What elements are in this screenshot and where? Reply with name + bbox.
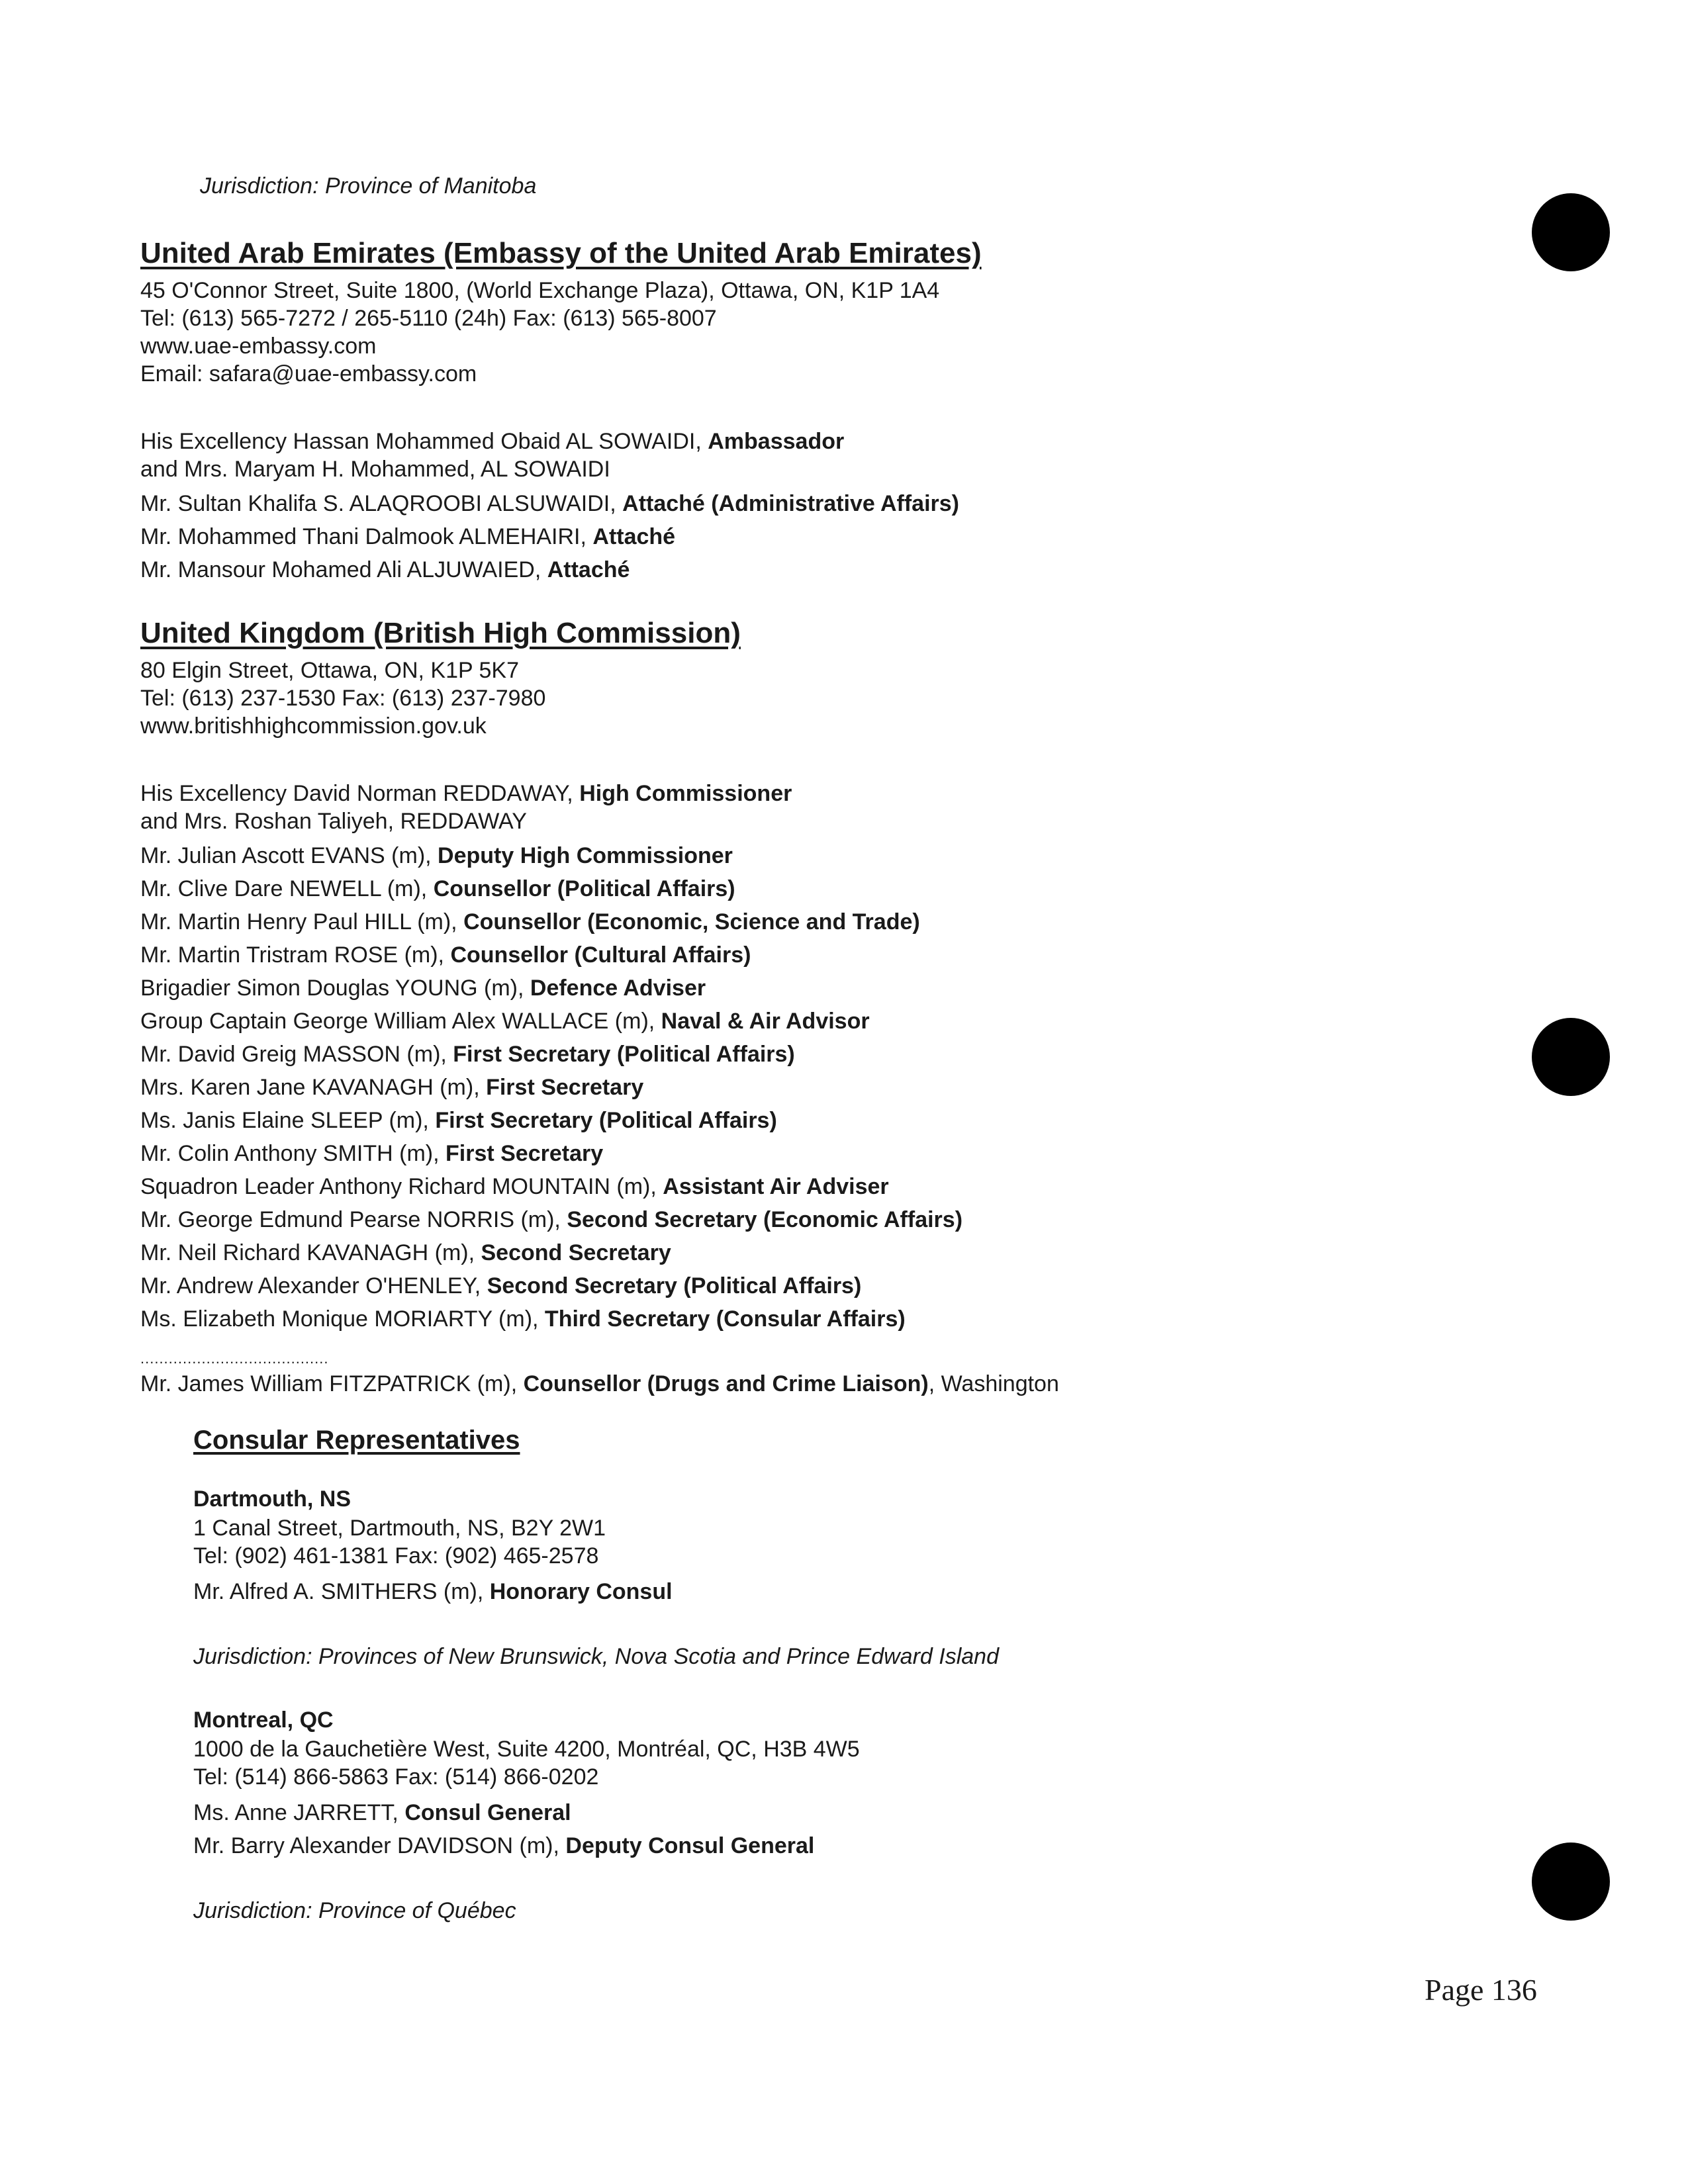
top-jurisdiction: Jurisdiction: Province of Manitoba [200, 173, 537, 199]
person-title: Counsellor (Political Affairs) [433, 876, 735, 901]
uk-phone: Tel: (613) 237-1530 Fax: (613) 237-7980 [140, 686, 546, 711]
uk-person [140, 976, 706, 1001]
uae-phone: Tel: (613) 565-7272 / 265-5110 (24h) Fax: (613) 565-8007 [140, 306, 717, 331]
montreal-phone: Tel: (514) 866-5863 Fax: (514) 866-0202 [193, 1764, 599, 1790]
uk-address: 80 Elgin Street, Ottawa, ON, K1P 5K7 [140, 658, 520, 683]
page-number: Page 136 [1425, 1973, 1537, 2007]
uae-heading: United Arab Emirates (Embassy of the United Arab Emirates) [140, 237, 982, 269]
uae-address: 45 O'Connor Street, Suite 1800, (World Exchange Plaza), Ottawa, ON, K1P 1A4 [140, 278, 940, 303]
person-name: His Excellency Hassan Mohammed Obaid AL SOWAIDI, [140, 429, 708, 454]
dartmouth-person [193, 1579, 673, 1605]
person-title: Counsellor (Economic, Science and Trade) [463, 909, 920, 934]
person-name: His Excellency David Norman REDDAWAY, [140, 781, 580, 806]
person-title: Deputy Consul General [565, 1833, 815, 1858]
person-name: Mr. Colin Anthony SMITH (m), [140, 1141, 445, 1166]
dartmouth-city: Dartmouth, NS [193, 1486, 351, 1512]
person-title: Naval & Air Advisor [661, 1009, 870, 1034]
dartmouth-phone: Tel: (902) 461-1381 Fax: (902) 465-2578 [193, 1543, 599, 1569]
montreal-jurisdiction: Jurisdiction: Province of Québec [193, 1898, 516, 1923]
person-name: Group Captain George William Alex WALLACE (m), [140, 1009, 661, 1034]
person-name: Mr. Sultan Khalifa S. ALAQROOBI ALSUWAIDI, [140, 491, 623, 516]
uk-person [140, 1108, 777, 1134]
punch-hole-top [1532, 193, 1610, 271]
uk-person [140, 1141, 603, 1167]
uae-website: www.uae-embassy.com [140, 334, 377, 359]
uk-person [140, 1273, 861, 1299]
person-name: and Mrs. Roshan Taliyeh, REDDAWAY [140, 809, 527, 834]
person-name: Mr. Alfred A. SMITHERS (m), [193, 1579, 490, 1604]
uk-person [140, 1306, 906, 1332]
person-title: First Secretary [486, 1075, 644, 1100]
person-name: Mr. James William FITZPATRICK (m), [140, 1371, 524, 1396]
uk-person [140, 876, 735, 902]
person-title: First Secretary (Political Affairs) [435, 1108, 777, 1133]
punch-hole-middle [1532, 1018, 1610, 1096]
montreal-person [193, 1833, 814, 1859]
uk-person [140, 843, 733, 869]
person-name: Mr. Martin Henry Paul HILL (m), [140, 909, 464, 934]
person-title: Counsellor (Drugs and Crime Liaison) [523, 1371, 929, 1396]
person-name: Mr. George Edmund Pearse NORRIS (m), [140, 1207, 567, 1232]
dartmouth-jurisdiction: Jurisdiction: Provinces of New Brunswick, Nova Scotia and Prince Edward Island [193, 1644, 999, 1669]
uae-person [140, 429, 844, 455]
uk-person [140, 1174, 889, 1200]
uk-person [140, 1009, 870, 1034]
uk-person [140, 809, 527, 835]
uk-person [140, 1240, 671, 1266]
uk-person [140, 1042, 795, 1068]
uk-heading: United Kingdom (British High Commission) [140, 617, 741, 649]
person-title: Attaché [592, 524, 676, 549]
person-name: Ms. Anne JARRETT, [193, 1800, 405, 1825]
person-title: Attaché (Administrative Affairs) [622, 491, 959, 516]
uae-email: Email: safara@uae-embassy.com [140, 361, 477, 387]
person-title: Defence Adviser [530, 976, 706, 1001]
person-name: Mr. Martin Tristram ROSE (m), [140, 942, 451, 968]
person-name: Mrs. Karen Jane KAVANAGH (m), [140, 1075, 487, 1100]
person-name: Mr. Mansour Mohamed Ali ALJUWAIED, [140, 557, 547, 582]
uk-person [140, 942, 751, 968]
montreal-city: Montreal, QC [193, 1707, 334, 1733]
person-name: and Mrs. Maryam H. Mohammed, AL SOWAIDI [140, 457, 610, 482]
person-name: Mr. Barry Alexander DAVIDSON (m), [193, 1833, 566, 1858]
person-location: , Washington [928, 1371, 1059, 1396]
punch-hole-bottom [1532, 1843, 1610, 1921]
person-name: Mr. David Greig MASSON (m), [140, 1042, 453, 1067]
uk-person [140, 909, 920, 935]
uae-person [140, 491, 959, 517]
person-title: First Secretary [445, 1141, 604, 1166]
person-name: Ms. Janis Elaine SLEEP (m), [140, 1108, 436, 1133]
person-title: Deputy High Commissioner [438, 843, 733, 868]
montreal-address: 1000 de la Gauchetière West, Suite 4200, Montréal, QC, H3B 4W5 [193, 1737, 860, 1762]
person-name: Mr. Clive Dare NEWELL (m), [140, 876, 434, 901]
person-name: Mr. Julian Ascott EVANS (m), [140, 843, 438, 868]
uk-person [140, 781, 792, 807]
uae-person [140, 457, 610, 482]
person-name: Ms. Elizabeth Monique MORIARTY (m), [140, 1306, 545, 1332]
person-name: Mr. Neil Richard KAVANAGH (m), [140, 1240, 481, 1265]
montreal-person [193, 1800, 571, 1826]
person-name: Brigadier Simon Douglas YOUNG (m), [140, 976, 530, 1001]
uk-person [140, 1075, 643, 1101]
person-title: Second Secretary (Political Affairs) [487, 1273, 862, 1298]
uae-person [140, 557, 630, 583]
uae-person [140, 524, 675, 550]
person-title: Attaché [547, 557, 630, 582]
person-name: Squadron Leader Anthony Richard MOUNTAIN (m), [140, 1174, 663, 1199]
person-title: Assistant Air Adviser [663, 1174, 889, 1199]
dartmouth-address: 1 Canal Street, Dartmouth, NS, B2Y 2W1 [193, 1516, 606, 1541]
person-name: Mr. Andrew Alexander O'HENLEY, [140, 1273, 487, 1298]
uk-washington-person [140, 1371, 1059, 1397]
person-title: Honorary Consul [489, 1579, 673, 1604]
uk-website: www.britishhighcommission.gov.uk [140, 713, 487, 739]
person-name: Mr. Mohammed Thani Dalmook ALMEHAIRI, [140, 524, 593, 549]
person-title: Second Secretary [481, 1240, 671, 1265]
person-title: Counsellor (Cultural Affairs) [450, 942, 751, 968]
person-title: Third Secretary (Consular Affairs) [544, 1306, 906, 1332]
person-title: Ambassador [708, 429, 845, 454]
person-title: First Secretary (Political Affairs) [453, 1042, 795, 1067]
person-title: Second Secretary (Economic Affairs) [567, 1207, 963, 1232]
person-title: High Commissioner [579, 781, 792, 806]
consular-heading: Consular Representatives [193, 1426, 520, 1455]
person-title: Consul General [404, 1800, 571, 1825]
dotted-separator: ........................................ [140, 1350, 329, 1367]
uk-person [140, 1207, 962, 1233]
